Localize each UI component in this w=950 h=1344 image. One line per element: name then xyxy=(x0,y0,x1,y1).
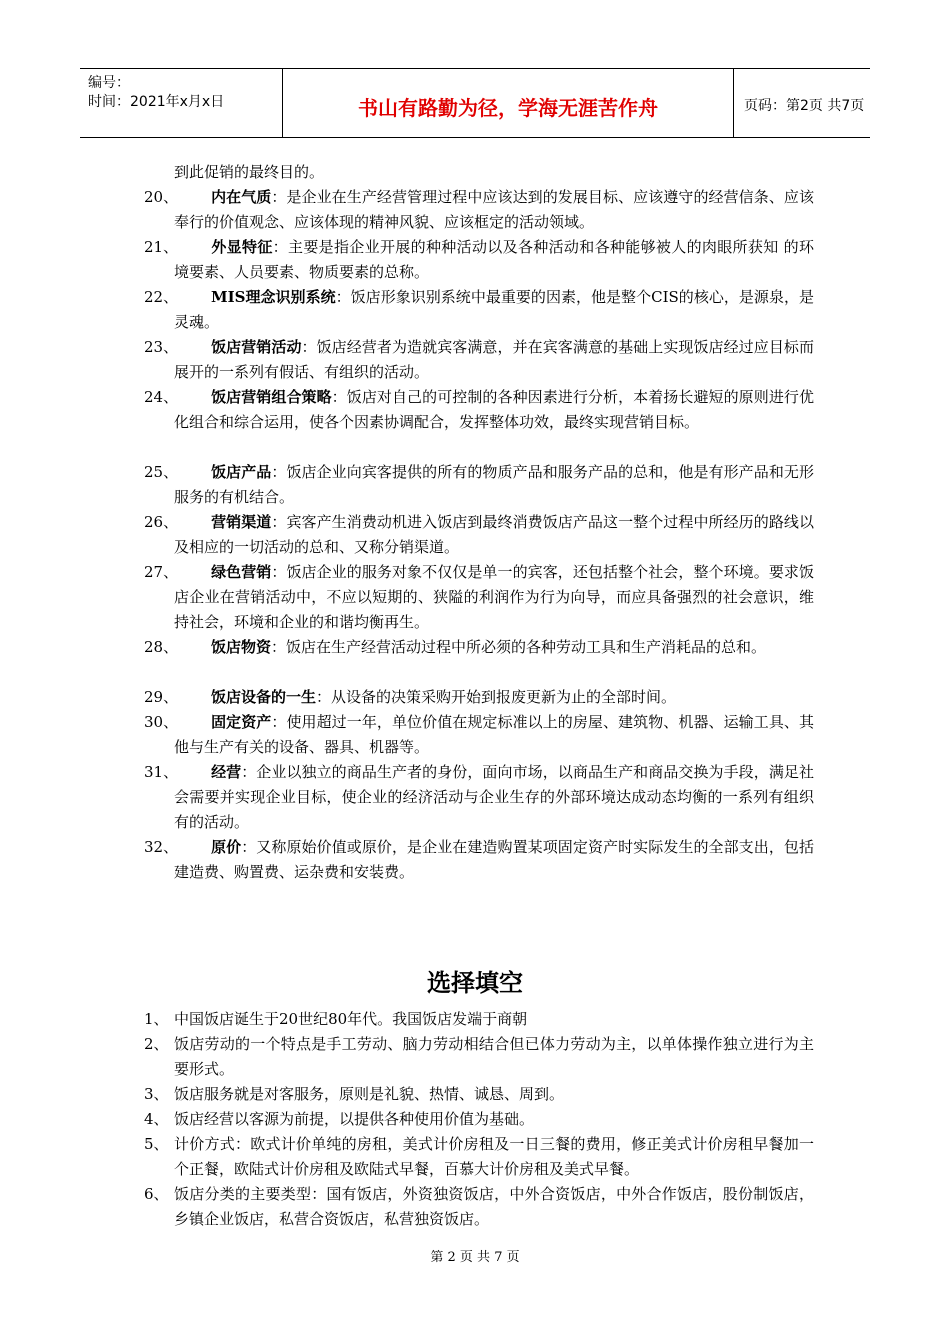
list-item xyxy=(144,685,814,710)
item-number: 4、 xyxy=(144,1110,169,1128)
header-motto-cell xyxy=(283,69,734,137)
section-title: 选择填空 xyxy=(427,969,523,997)
item-body xyxy=(174,335,814,385)
item-body xyxy=(174,1182,814,1232)
item-number: 28、 xyxy=(144,638,179,656)
list-item xyxy=(144,1107,814,1132)
item-body xyxy=(174,235,814,285)
list-item xyxy=(144,285,814,335)
item-body xyxy=(174,510,814,560)
term-definition: ：饭店形象识别系统中最重要的因素，他是整个CIS的核心，是源泉，是灵魂。 xyxy=(174,288,814,331)
term-definition: ：主要是指企业开展的种种活动以及各种活动和各种能够被人的肉眼所获知 的环境要素、人员要素、物质要素的总称。 xyxy=(174,238,814,281)
term-name: 饭店产品 xyxy=(211,463,272,481)
item-number: 26、 xyxy=(144,513,179,531)
item-number: 22、 xyxy=(144,288,179,306)
motto-text: 书山有路勤为径，学海无涯苦作舟 xyxy=(358,96,658,120)
item-body xyxy=(174,1082,814,1107)
page-footer: 第 2 页 共 7 页 xyxy=(430,1250,520,1265)
item-body xyxy=(174,1007,814,1032)
header-info-cell xyxy=(80,69,283,137)
term-definition: ：又称原始价值或原价，是企业在建造购置某项固定资产时实际发生的全部支出，包括建造费、购置费、运杂费和安装费。 xyxy=(174,838,814,881)
item-text: 饭店分类的主要类型：国有饭店，外资独资饭店，中外合资饭店，中外合作饭店，股份制饭店，乡镇企业饭店，私营合资饭店，私营独资饭店。 xyxy=(174,1185,814,1228)
item-text: 饭店经营以客源为前提，以提供各种使用价值为基础。 xyxy=(174,1110,535,1128)
item-body xyxy=(174,285,814,335)
item-number: 1、 xyxy=(144,1010,169,1028)
item-number: 21、 xyxy=(144,238,179,256)
item-text: 饭店劳动的一个特点是手工劳动、脑力劳动相结合但已体力劳动为主，以单体操作独立进行为主要形式。 xyxy=(174,1035,814,1078)
term-definition: ：饭店企业的服务对象不仅仅是单一的宾客，还包括整个社会，整个环境。要求饭店企业在营销活动中，不应以短期的、狭隘的利润作为行为向导，而应具备强烈的社会意识，维持社会，环境和企业的和谐均衡再生。 xyxy=(174,563,814,631)
item-number: 25、 xyxy=(144,463,179,481)
term-definition: ：宾客产生消费动机进入饭店到最终消费饭店产品这一整个过程中所经历的路线以及相应的一切活动的总和、又称分销渠道。 xyxy=(174,513,814,556)
item-body xyxy=(174,185,814,235)
page-header xyxy=(80,68,870,138)
term-name: 饭店营销活动 xyxy=(211,338,302,356)
list-item xyxy=(144,1182,814,1232)
list-item xyxy=(144,385,814,435)
document-date: 时间：2021年x月x日 xyxy=(88,94,225,110)
item-body xyxy=(174,685,814,710)
item-number: 3、 xyxy=(144,1085,169,1103)
term-name: 固定资产 xyxy=(211,713,272,731)
term-name: 原价 xyxy=(211,838,242,856)
term-name: 营销渠道 xyxy=(211,513,272,531)
item-body xyxy=(174,835,814,885)
item-text: 饭店服务就是对客服务，原则是礼貌、热情、诚恳、周到。 xyxy=(174,1085,565,1103)
term-definition: ：饭店对自己的可控制的各种因素进行分析，本着扬长避短的原则进行优化组合和综合运用，使各个因素协调配合，发挥整体功效，最终实现营销目标。 xyxy=(174,388,814,431)
item-text: 计价方式：欧式计价单纯的房租，美式计价房租及一日三餐的费用，修正美式计价房租早餐加一个正餐，欧陆式计价房租及欧陆式早餐，百慕大计价房租及美式早餐。 xyxy=(174,1135,814,1178)
item-number: 31、 xyxy=(144,763,179,781)
list-item xyxy=(144,335,814,385)
item-number: 6、 xyxy=(144,1185,169,1203)
item-number: 23、 xyxy=(144,338,179,356)
item-body xyxy=(174,1132,814,1182)
term-name: 外显特征 xyxy=(211,238,273,256)
term-definition: ：饭店经营者为造就宾客满意，并在宾客满意的基础上实现饭店经过应目标而展开的一系列有假话、有组织的活动。 xyxy=(174,338,814,381)
term-definition: ：企业以独立的商品生产者的身份，面向市场，以商品生产和商品交换为手段，满足社会需要并实现企业目标，使企业的经济活动与企业生存的外部环境达成动态均衡的一系列有组织有的活动。 xyxy=(174,763,814,831)
item-number: 27、 xyxy=(144,563,179,581)
item-number: 2、 xyxy=(144,1035,169,1053)
page-indicator: 页码：第2页 共7页 xyxy=(744,98,865,114)
item-body xyxy=(174,1032,814,1082)
list-item xyxy=(144,1007,814,1032)
list-item xyxy=(144,835,814,885)
list-item xyxy=(144,185,814,235)
item-body xyxy=(174,460,814,510)
list-item xyxy=(144,635,814,660)
list-item xyxy=(144,1032,814,1082)
item-number: 20、 xyxy=(144,188,179,206)
term-definition: ：饭店在生产经营活动过程中所必须的各种劳动工具和生产消耗品的总和。 xyxy=(271,638,767,656)
term-name: 饭店营销组合策略 xyxy=(211,388,332,406)
term-name: 饭店设备的一生 xyxy=(211,688,317,706)
item-body xyxy=(174,710,814,760)
term-definition: ：使用超过一年，单位价值在规定标准以上的房屋、建筑物、机器、运输工具、其他与生产有关的设备、器具、机器等。 xyxy=(174,713,814,756)
item-text: 中国饭店诞生于20世纪80年代。我国饭店发端于商朝 xyxy=(174,1010,528,1028)
item-body xyxy=(174,560,814,635)
term-definition: ：饭店企业向宾客提供的所有的物质产品和服务产品的总和，他是有形产品和无形服务的有机结合。 xyxy=(174,463,814,506)
term-name: 饭店物资 xyxy=(211,638,272,656)
item-body xyxy=(174,385,814,435)
document-number: 编号： xyxy=(88,75,130,91)
item-number: 5、 xyxy=(144,1135,169,1153)
list-item xyxy=(144,560,814,635)
term-name: 经营 xyxy=(211,763,242,781)
list-item xyxy=(144,1132,814,1182)
item-number: 24、 xyxy=(144,388,179,406)
item-number: 32、 xyxy=(144,838,179,856)
header-page-cell xyxy=(734,69,870,137)
item-body xyxy=(174,1107,814,1132)
list-item xyxy=(144,710,814,760)
item-number: 29、 xyxy=(144,688,179,706)
list-item xyxy=(144,760,814,835)
list-item xyxy=(144,460,814,510)
list-item xyxy=(144,510,814,560)
term-name: MIS理念识别系统 xyxy=(211,288,336,306)
item-body xyxy=(174,635,814,660)
term-definition: ：从设备的决策采购开始到报废更新为止的全部时间。 xyxy=(316,688,677,706)
term-name: 内在气质 xyxy=(211,188,272,206)
continuation-line: 到此促销的最终目的。 xyxy=(174,163,325,181)
term-definition: ：是企业在生产经营管理过程中应该达到的发展目标、应该遵守的经营信条、应该奉行的价值观念、应该体现的精神风貌、应该框定的活动领域。 xyxy=(174,188,814,231)
list-item xyxy=(144,1082,814,1107)
item-number: 30、 xyxy=(144,713,179,731)
item-body xyxy=(174,760,814,835)
term-name: 绿色营销 xyxy=(211,563,272,581)
list-item xyxy=(144,235,814,285)
